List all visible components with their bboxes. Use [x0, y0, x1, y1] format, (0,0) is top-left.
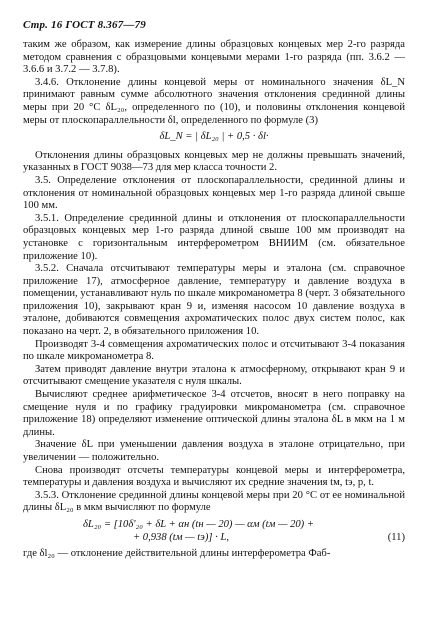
paragraph: 3.5.1. Определение срединной длины и отклонения от плоскопараллельности образцовых концевых мер 1-го разряда длиной свыше 100 мм производят на установке с горизонтальным интерферометром ВНИИМ (см. обязательное приложение 10). — [23, 212, 405, 262]
paragraph: 3.5.3. Отклонение срединной длины концевой меры при 20 °С от ее номинальной длины δL₂₀ в мкм вычисляют по формуле — [23, 489, 405, 514]
formula-line-text: + 0,938 (tм — tэ)] · L, — [133, 531, 229, 543]
formula-number: (11) — [387, 531, 405, 543]
paragraph: Отклонения длины образцовых концевых мер не должны превышать значений, указанных в ГОСТ 9038—73 для мер класса точности 2. — [23, 149, 405, 174]
page-header: Стр. 16 ГОСТ 8.367—79 — [23, 19, 146, 31]
paragraph: 3.5. Определение отклонения от плоскопараллельности, срединной длины и отклонения от номинальной образцовых концевых мер 1-го разряда длиной свыше 100 мм. — [23, 174, 405, 212]
document-body — [23, 39, 405, 561]
paragraph: Значение δL при уменьшении давления воздуха в эталоне отрицательно, при увеличении — положительно. — [23, 439, 405, 463]
formula-11 — [23, 519, 405, 544]
paragraph: 3.5.2. Сначала отсчитывают температуры меры и эталона (см. справочное приложение 17), атмосферное давление, температуру и давление воздуха в помещении, устанавливают нуль по шкале микроманометра 8 (черт. 3 обязательного приложения 10), закрывают кран 9 и, изменяя насосом 10 давление воздуха в эталоне, добиваются совмещения ахроматических полос двух систем полос, как показано на черт. 2, в обязательного приложения 10. — [23, 263, 405, 338]
formula-line — [23, 532, 405, 545]
paragraph: Снова производят отсчеты температуры концевой меры и интерферометра, температуры и давления воздуха и вычисляют их средние значения tм, tэ, p, t. — [23, 464, 405, 489]
paragraph: Производят 3-4 совмещения ахроматических полос и отсчитывают 3-4 показания по шкале микроманометра 8. — [23, 338, 405, 363]
paragraph: где δl₂₀ — отклонение действительной длины интерферометра Фаб- — [23, 548, 331, 560]
paragraph: 3.4.6. Отклонение длины концевой меры от номинального значения δL_N принимают равным сумме абсолютного значения отклонения срединной длины меры при 20 °С δL₂₀, определенного по (10), и половины отклонения концевой меры от плоскопараллельности δl, определенного по формуле (3) — [23, 76, 405, 126]
paragraph: таким же образом, как измерение длины образцовых концевых мер 2-го разряда методом сравнения с образцовыми концевыми мерами 1-го разряда (пп. 3.6.2 — 3.6.6 и 3.7.2 — 3.7.8). — [23, 39, 405, 76]
formula-deviation: δL_N = | δL₂₀ | + 0,5 · δl· — [159, 131, 269, 143]
paragraph: Затем приводят давление внутри эталона к атмосферному, открывают кран 9 и отсчитывают смещение указателя с нуля шкалы. — [23, 363, 405, 388]
paragraph: Вычисляют среднее арифметическое 3-4 отсчетов, вносят в него поправку на смещение нуля и по графику градуировки микроманометра (см. справочное приложение 18) определяют изменение оптической длины эталона δL в мкм на 1 м длины. — [23, 389, 405, 438]
formula-line: δL₂₀ = [10δ'₂₀ + δL + αн (tн — 20) — αм (tм — 20) + — [83, 518, 314, 530]
